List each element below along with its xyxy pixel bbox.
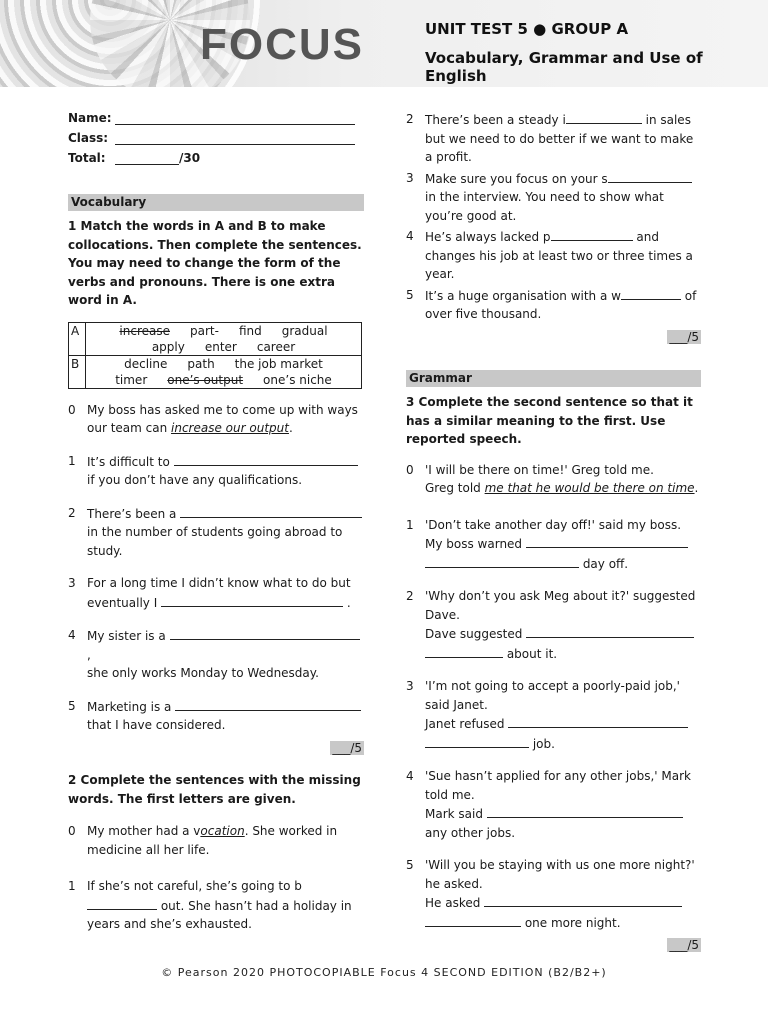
item-prompt: Greg told — [425, 481, 485, 495]
item-text — [87, 452, 364, 490]
item-prompt: Make sure you focus on your s — [425, 171, 608, 186]
item-continuation: day off. — [579, 556, 629, 571]
word-a-2: part- — [190, 323, 219, 338]
right-column — [406, 110, 701, 955]
item-text — [425, 110, 701, 167]
total-row — [68, 148, 364, 168]
section-heading-grammar: Grammar — [406, 370, 701, 387]
ex3-score — [406, 936, 701, 955]
item-text — [87, 877, 364, 934]
item-number: 1 — [68, 879, 76, 893]
item-number: 2 — [406, 112, 414, 126]
ex1-item-2 — [68, 504, 364, 561]
item-quote: 'Why don’t you ask Meg about it?' suggested Dave. — [425, 589, 696, 622]
row-b-label: B — [69, 355, 86, 388]
ex2-item-3 — [406, 169, 701, 226]
item-quote: 'I will be there on time!' Greg told me. — [425, 462, 654, 477]
unit-title: UNIT TEST 5 ● GROUP A — [425, 20, 629, 38]
item-continuation: and changes his job at least two or three times a year. — [425, 230, 693, 281]
word-b-4: timer — [115, 372, 148, 387]
name-row — [68, 108, 364, 128]
ex2-item-4 — [406, 227, 701, 284]
answer-blank[interactable] — [425, 734, 529, 748]
answer-blank[interactable] — [526, 624, 694, 638]
item-prompt: My boss warned — [425, 537, 526, 551]
item-number: 1 — [68, 453, 76, 468]
item-continuation: in the interview. You need to show what you’re good at. — [425, 190, 664, 223]
exercise-2-instruction: 2 Complete the sentences with the missing words. The first letters are given. — [68, 773, 361, 806]
item-quote: 'I’m not going to accept a poorly-paid job,' said Janet. — [425, 679, 680, 712]
item-number: 5 — [406, 287, 414, 302]
word-a-1: increase — [119, 323, 170, 338]
answer-blank[interactable] — [608, 169, 692, 183]
item-end: . — [343, 595, 351, 610]
word-b-1: decline — [124, 356, 168, 371]
word-a-6: enter — [204, 339, 237, 354]
item-number: 3 — [406, 679, 414, 693]
ex2-item-2 — [406, 110, 701, 167]
answer-blank[interactable] — [487, 804, 683, 818]
answer-blank[interactable] — [180, 504, 362, 518]
word-a-4: gradual — [281, 323, 328, 338]
answer-blank[interactable] — [161, 593, 343, 607]
answer-blank[interactable] — [526, 534, 688, 548]
item-number: 0 — [68, 824, 76, 838]
ex3-item-4 — [406, 767, 701, 842]
item-text — [425, 516, 701, 574]
word-a-7: career — [256, 339, 296, 354]
answer-blank[interactable] — [508, 714, 688, 728]
item-prompt: Mark said — [425, 807, 487, 821]
answer-blank[interactable] — [170, 626, 360, 640]
item-prompt: It’s difficult to — [87, 454, 174, 469]
item-continuation: one more night. — [521, 915, 621, 930]
ex3-item-3 — [406, 677, 701, 753]
item-number: 4 — [68, 628, 76, 642]
ex2-item-0 — [68, 822, 364, 859]
answer-blank[interactable] — [425, 644, 503, 658]
focus-logo: FOCUS — [200, 20, 364, 69]
item-continuation: about it. — [503, 646, 558, 661]
item-text — [87, 401, 364, 438]
exercise-1-instruction: 1 Match the words in A and B to make collocations. Then complete the sentences. You may need to change the form of the verbs and pronouns. There is one extra word in A. — [68, 219, 362, 307]
word-b-3: the job market — [234, 356, 323, 371]
ex2-score — [406, 328, 701, 347]
example-answer: increase our output — [171, 421, 289, 435]
ex1-score — [68, 739, 364, 758]
item-prompt: There’s been a — [87, 506, 181, 521]
item-text — [87, 574, 364, 612]
item-number: 5 — [406, 858, 414, 872]
class-row — [68, 128, 364, 148]
row-b-words — [86, 355, 362, 388]
item-text — [87, 504, 364, 561]
item-continuation: job. — [529, 736, 555, 751]
class-label: Class: — [68, 130, 109, 145]
section-heading-vocabulary: Vocabulary — [68, 194, 364, 211]
item-prompt: My mother had a v — [87, 824, 201, 838]
item-number: 0 — [68, 402, 76, 417]
item-continuation: in the number of students going abroad to study. — [87, 525, 343, 558]
word-b-2: path — [187, 356, 215, 371]
item-end: . — [694, 481, 699, 495]
answer-blank[interactable] — [425, 913, 521, 927]
answer-blank[interactable] — [174, 452, 358, 466]
answer-blank[interactable] — [175, 697, 361, 711]
item-prompt: For a long time I didn’t know what to do but eventually I — [87, 576, 351, 610]
item-number: 3 — [68, 576, 76, 590]
answer-blank[interactable] — [87, 896, 157, 910]
item-continuation: out. She hasn’t had a holiday in years and she’s exhausted. — [87, 898, 352, 931]
item-continuation: if you don’t have any qualifications. — [87, 473, 303, 487]
example-answer: ocation — [200, 824, 245, 838]
word-a-3: find — [238, 323, 262, 338]
footer-copyright: © Pearson 2020 PHOTOCOPIABLE Focus 4 SECOND EDITION (B2/B2+) — [161, 966, 607, 979]
item-continuation: any other jobs. — [425, 825, 516, 840]
class-field[interactable] — [115, 131, 355, 145]
item-quote: 'Will you be staying with us one more night?' he asked. — [425, 858, 695, 891]
name-field[interactable] — [115, 111, 355, 125]
word-b-6: one’s niche — [263, 372, 332, 387]
item-prompt: He asked — [425, 896, 485, 910]
ex3-item-5 — [406, 856, 701, 932]
header-banner — [0, 0, 768, 87]
item-continuation: she only works Monday to Wednesday. — [87, 666, 319, 680]
answer-blank[interactable] — [621, 286, 681, 300]
item-prompt: It’s a huge organisation with a w — [425, 288, 621, 303]
item-text — [425, 856, 701, 932]
ex3-item-1 — [406, 516, 701, 574]
item-text — [87, 822, 364, 859]
item-number: 4 — [406, 769, 414, 783]
word-a-5: apply — [151, 339, 185, 354]
answer-blank[interactable] — [551, 227, 633, 241]
item-prompt: If she’s not careful, she’s going to b — [87, 879, 302, 893]
item-number: 1 — [406, 517, 414, 532]
item-prompt: Marketing is a — [87, 699, 176, 714]
item-text — [425, 461, 701, 498]
item-text — [425, 286, 701, 324]
item-text — [425, 767, 701, 842]
total-field[interactable] — [115, 151, 179, 165]
item-continuation: . She worked in medicine all her life. — [87, 824, 338, 857]
item-prompt: My sister is a — [87, 629, 170, 643]
item-number: 0 — [406, 462, 414, 477]
item-quote: 'Don’t take another day off!' said my boss. — [425, 517, 682, 532]
exercise-3-instruction: 3 Complete the second sentence so that it has a similar meaning to the first. Use reported speech. — [406, 395, 693, 446]
left-column — [68, 108, 364, 934]
ex1-item-5 — [68, 697, 364, 735]
example-answer: me that he would be there on time — [484, 481, 695, 495]
word-b-5: one’s output — [167, 372, 244, 387]
answer-blank[interactable] — [425, 554, 579, 568]
item-continuation: that I have considered. — [87, 718, 226, 732]
item-text — [425, 677, 701, 753]
ex1-item-1 — [68, 452, 364, 490]
ex3-item-0 — [406, 461, 701, 498]
row-a-label: A — [69, 322, 86, 355]
item-number: 3 — [406, 170, 414, 185]
ex2-item-5 — [406, 286, 701, 324]
answer-blank[interactable] — [566, 110, 642, 124]
word-table — [68, 322, 362, 389]
row-a-words — [86, 322, 362, 355]
item-prompt: There’s been a steady i — [425, 113, 566, 127]
answer-blank[interactable] — [484, 893, 682, 907]
item-text — [425, 169, 701, 226]
score-box: ___/5 — [669, 329, 699, 344]
item-text — [425, 587, 701, 663]
item-text — [425, 227, 701, 284]
unit-subtitle: Vocabulary, Grammar and Use of English — [425, 49, 703, 85]
item-prompt: Janet refused — [425, 717, 509, 731]
ex2-item-1 — [68, 877, 364, 934]
item-prompt: He’s always lacked p — [425, 230, 551, 244]
item-number: 2 — [68, 505, 76, 520]
name-label: Name: — [68, 110, 112, 125]
ex3-item-2 — [406, 587, 701, 663]
item-number: 5 — [68, 698, 76, 713]
total-suffix: /30 — [179, 150, 201, 165]
item-end: , — [87, 647, 91, 662]
item-number: 2 — [406, 589, 414, 603]
ex1-item-0 — [68, 401, 364, 438]
item-continuation: in sales but we need to do better if we want to make a profit. — [425, 113, 694, 164]
ex1-item-4 — [68, 626, 364, 683]
total-label: Total: — [68, 150, 106, 165]
item-number: 4 — [406, 229, 414, 243]
item-prompt: Dave suggested — [425, 627, 527, 641]
ex1-item-3 — [68, 574, 364, 612]
item-quote: 'Sue hasn’t applied for any other jobs,' Mark told me. — [425, 769, 691, 802]
item-prompt: My boss has asked me to come up with ways our team can — [87, 402, 358, 435]
item-end: . — [288, 421, 293, 435]
item-text — [87, 697, 364, 735]
score-box: ___/5 — [669, 938, 699, 952]
item-text — [87, 626, 364, 683]
score-box: ___/5 — [332, 740, 362, 755]
item-continuation: of over five thousand. — [425, 288, 697, 321]
